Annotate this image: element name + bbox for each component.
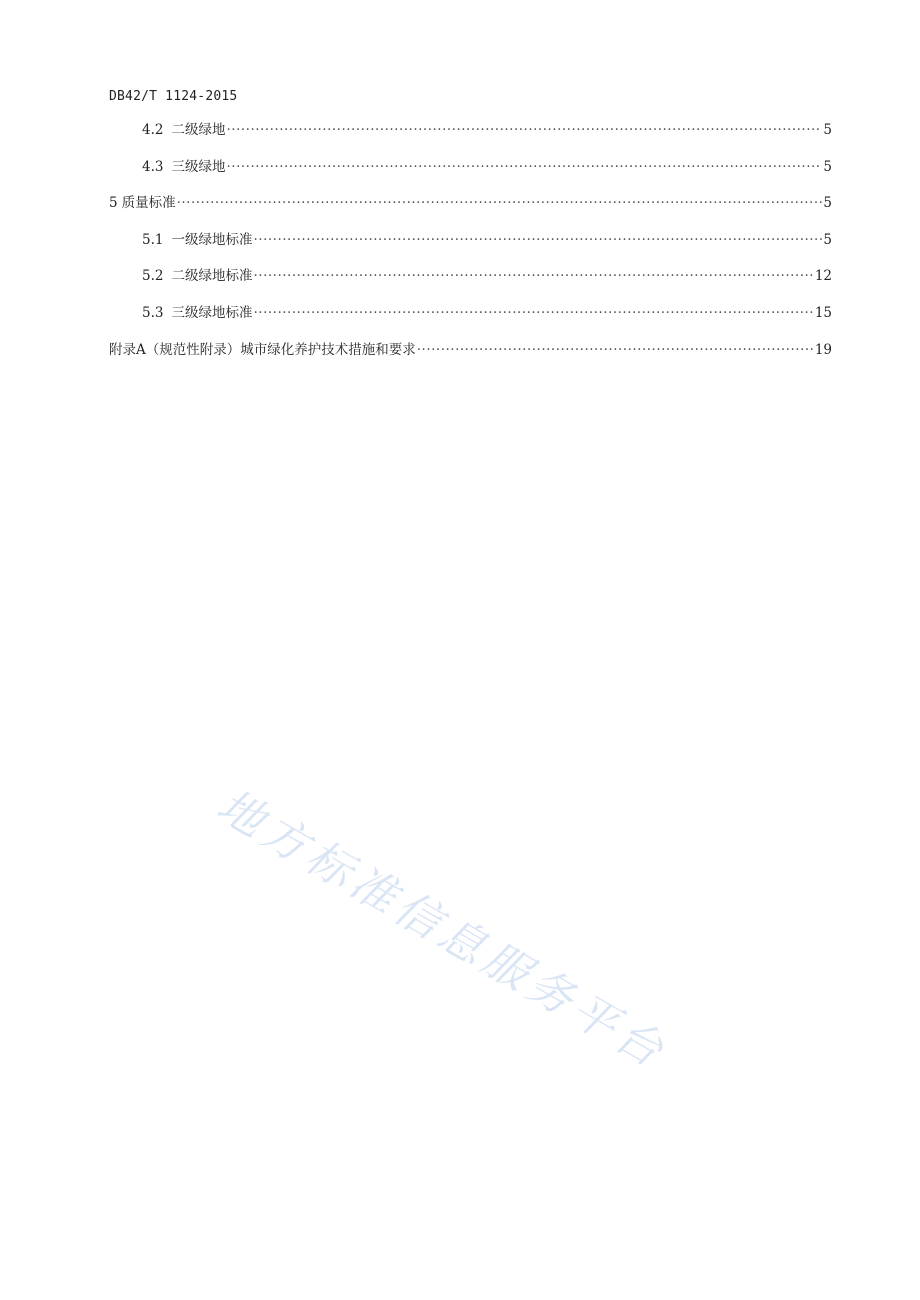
toc-entry-4-2[interactable]	[109, 116, 832, 153]
toc-entry-4-3[interactable]	[109, 153, 832, 190]
toc-entry-5-1[interactable]	[109, 226, 832, 263]
toc-entry-number: 5.3	[142, 304, 164, 321]
toc-entry-label: 二级绿地标准	[171, 268, 253, 285]
toc-entry-page: 5	[823, 158, 832, 175]
toc-entry-5-3[interactable]	[109, 299, 832, 336]
watermark: 地方标准信息服务平台	[208, 778, 677, 1080]
toc-entry-page: 19	[814, 341, 832, 358]
document-code: DB42/T 1124-2015	[109, 89, 238, 104]
toc-entry-page: 5	[823, 195, 832, 212]
toc-entry-number: 5.1	[142, 231, 164, 248]
toc-leader-dots	[177, 193, 823, 213]
toc-leader-dots	[253, 303, 813, 323]
toc-leader-dots	[417, 340, 814, 360]
toc-entry-label: 三级绿地标准	[171, 304, 253, 321]
toc-entry-number: 5	[109, 195, 118, 212]
toc-entry-number: 5.2	[142, 268, 164, 285]
toc-entry-label: 附录A（规范性附录）城市绿化养护技术措施和要求	[109, 341, 416, 358]
toc-entry-5[interactable]	[109, 189, 832, 226]
toc-leader-dots	[253, 266, 813, 286]
toc-entry-page: 15	[814, 304, 832, 321]
toc-entry-page: 5	[823, 231, 832, 248]
toc-entry-label: 质量标准	[121, 195, 176, 212]
toc-entry-number: 4.3	[142, 158, 164, 175]
toc-leader-dots	[226, 157, 822, 177]
toc-entry-page: 12	[814, 268, 832, 285]
toc-entry-appendix-a[interactable]	[109, 336, 832, 373]
toc-entry-page: 5	[823, 122, 832, 138]
toc-entry-number: 4.2	[142, 122, 164, 138]
toc-entry-label: 一级绿地标准	[171, 231, 253, 248]
table-of-contents	[109, 116, 832, 372]
toc-entry-label: 三级绿地	[171, 158, 226, 175]
toc-leader-dots	[253, 230, 822, 250]
toc-entry-label: 二级绿地	[171, 122, 226, 138]
toc-entry-5-2[interactable]	[109, 262, 832, 299]
toc-leader-dots	[226, 120, 822, 140]
